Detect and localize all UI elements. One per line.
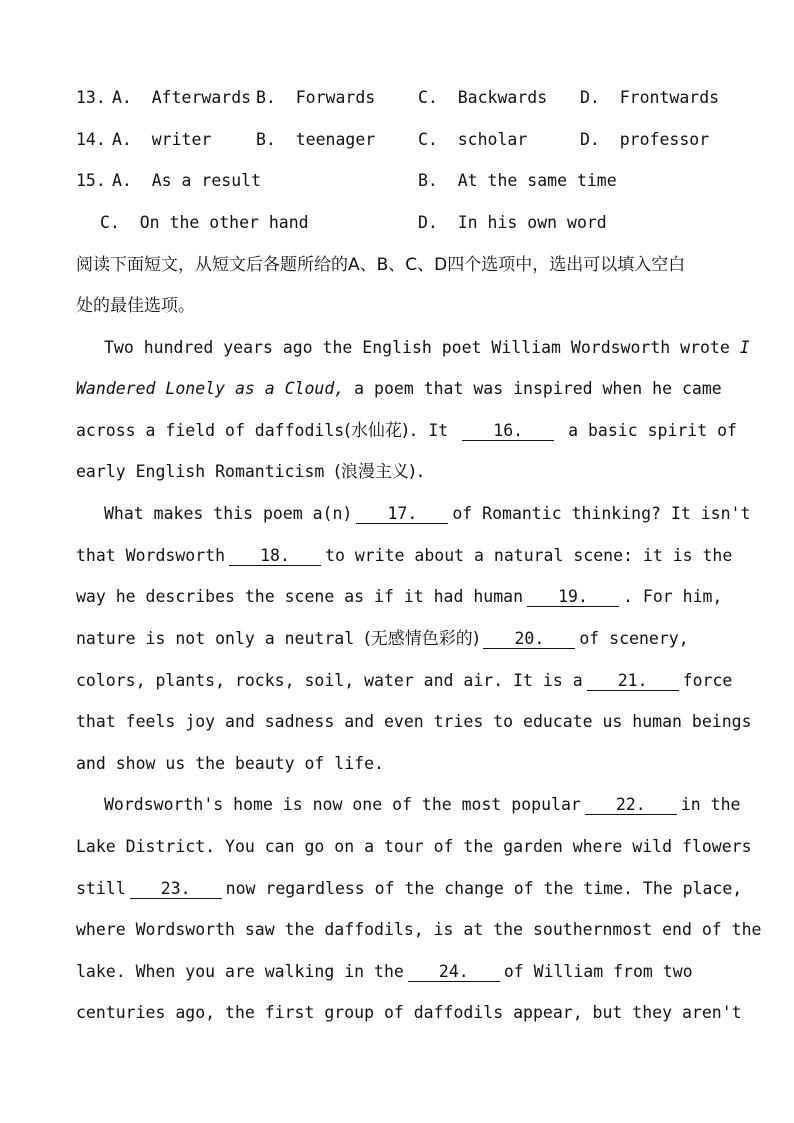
- passage-line: where Wordsworth saw the daffodils, is at the southernmost end of the: [76, 920, 762, 939]
- passage-line: centuries ago, the first group of daffodils appear, but they aren't: [76, 1003, 742, 1022]
- passage-line: nature is not only a neutral (无感情色彩的) 20. of scenery,: [76, 629, 689, 649]
- blank-17[interactable]: 17.: [356, 505, 448, 524]
- option-b: B. Forwards: [256, 88, 376, 107]
- passage-line: way he describes the scene as if it had human 19. . For him,: [76, 587, 723, 606]
- passage-line: still 23. now regardless of the change of the time. The place,: [76, 879, 743, 898]
- option-b: B. At the same time: [418, 171, 617, 190]
- passage-line: colors, plants, rocks, soil, water and air. It is a 21. force: [76, 671, 733, 690]
- option-d: D. In his own word: [418, 213, 607, 232]
- passage-line: that feels joy and sadness and even tries to educate us human beings: [76, 712, 752, 731]
- instruction-line-2: 处的最佳选项。: [76, 296, 195, 316]
- blank-19[interactable]: 19.: [527, 588, 619, 607]
- blank-24[interactable]: 24.: [408, 963, 500, 982]
- blank-21[interactable]: 21.: [587, 672, 679, 691]
- option-c: C. scholar: [418, 130, 528, 149]
- passage-line: Wordsworth's home is now one of the most popular 22. in the: [104, 795, 741, 814]
- blank-20[interactable]: 20.: [483, 630, 575, 649]
- option-a: A. Afterwards: [112, 88, 252, 107]
- option-a: A. As a result: [112, 171, 262, 190]
- question-number: 13.: [76, 88, 106, 107]
- option-b: B. teenager: [256, 130, 376, 149]
- passage-line: Lake District. You can go on a tour of the garden where wild flowers: [76, 837, 752, 856]
- question-number: 15.: [76, 171, 106, 190]
- passage-line: that Wordsworth 18. to write about a natural scene: it is the: [76, 546, 733, 565]
- blank-18[interactable]: 18.: [229, 547, 321, 566]
- instruction-line-1: 阅读下面短文，从短文后各题所给的A、B、C、D四个选项中，选出可以填入空白: [76, 255, 686, 275]
- passage-line: What makes this poem a(n) 17. of Romantic thinking? It isn't: [104, 504, 751, 523]
- blank-16[interactable]: 16.: [462, 422, 554, 441]
- passage-line: and show us the beauty of life.: [76, 754, 384, 773]
- option-a: A. writer: [112, 130, 212, 149]
- option-c: C. Backwards: [418, 88, 548, 107]
- question-number: 14.: [76, 130, 106, 149]
- passage-line: Two hundred years ago the English poet William Wordsworth wrote I: [104, 338, 750, 357]
- option-c: C. On the other hand: [100, 213, 309, 232]
- blank-23[interactable]: 23.: [130, 880, 222, 899]
- passage-line: across a field of daffodils(水仙花). It 16. a basic spirit of: [76, 421, 737, 441]
- passage-line: lake. When you are walking in the 24. of William from two: [76, 962, 693, 981]
- passage-line: Wandered Lonely as a Cloud, a poem that was inspired when he came: [76, 379, 722, 398]
- passage-line: early English Romanticism (浪漫主义).: [76, 462, 426, 482]
- option-d: D. Frontwards: [580, 88, 720, 107]
- option-d: D. professor: [580, 130, 710, 149]
- blank-22[interactable]: 22.: [585, 796, 677, 815]
